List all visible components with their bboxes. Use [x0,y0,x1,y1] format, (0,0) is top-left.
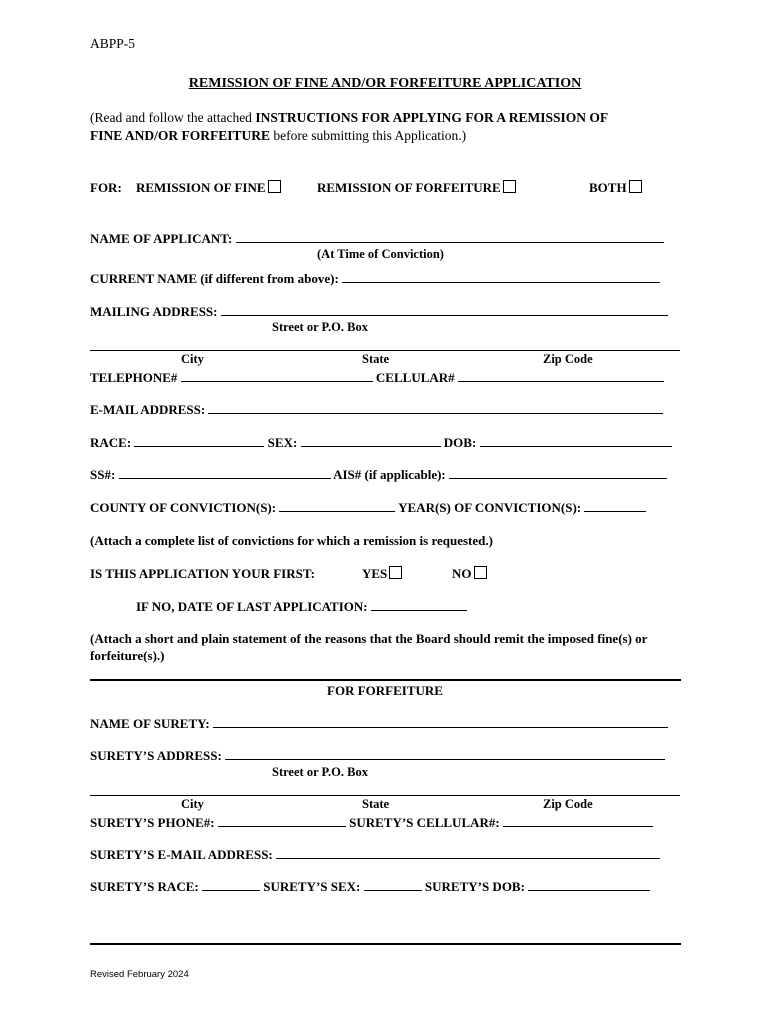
telephone-label: TELEPHONE# [90,370,178,385]
email-label: E-MAIL ADDRESS: [90,402,206,417]
race-sex-dob-row [90,434,672,451]
surety-zip-caption: Zip Code [543,797,593,811]
form-id: ABPP-5 [90,36,136,51]
current-name-field[interactable] [342,270,660,283]
surety-email-label: SURETY’S E-MAIL ADDRESS: [90,847,273,862]
both-checkbox[interactable] [629,180,642,193]
yes-checkbox[interactable] [389,566,402,579]
county-year-row [90,499,646,516]
applicant-name-label: NAME OF APPLICANT: [90,231,233,246]
applicant-name-field[interactable] [236,230,664,243]
surety-dob-field[interactable] [528,878,650,891]
surety-name-field[interactable] [213,715,668,728]
ais-label: AIS# (if applicable): [333,467,446,482]
intro-line-2 [90,128,466,144]
email-row [90,401,663,418]
intro-line-1 [90,110,608,126]
first-app-label: IS THIS APPLICATION YOUR FIRST: [90,566,315,581]
surety-address-field[interactable] [225,747,665,760]
for-label: FOR: [90,180,122,195]
surety-city-state-zip-field[interactable] [90,795,680,796]
ss-ais-row [90,466,667,483]
current-name-label: CURRENT NAME (if different from above): [90,271,339,286]
surety-name-label: NAME OF SURETY: [90,716,210,731]
bottom-divider [90,943,681,945]
surety-address-label: SURETY’S ADDRESS: [90,748,222,763]
phone-row [90,369,664,386]
surety-race-label: SURETY’S RACE: [90,879,199,894]
surety-email-field[interactable] [276,846,660,859]
dob-label: DOB: [443,435,477,450]
mailing-address-field[interactable] [221,303,668,316]
surety-state-caption: State [362,797,390,811]
ais-field[interactable] [449,466,667,479]
ss-label: SS#: [90,467,116,482]
option-no [452,566,487,582]
dob-field[interactable] [480,434,672,447]
fine-label: REMISSION OF FINE [136,180,266,195]
race-label: RACE: [90,435,132,450]
sex-field[interactable] [301,434,441,447]
forfeiture-label: REMISSION OF FORFEITURE [317,180,501,195]
option-yes [362,566,402,582]
surety-address-row [90,747,665,764]
email-field[interactable] [208,401,663,414]
county-label: COUNTY OF CONVICTION(S): [90,500,277,515]
yes-label: YES [362,566,388,581]
surety-street-caption: Street or P.O. Box [272,765,368,779]
current-name-row [90,270,660,287]
fine-checkbox[interactable] [268,180,281,193]
intro-instructions-cont: FINE AND/OR FORFEITURE [90,128,271,143]
surety-phone-field[interactable] [218,814,346,827]
surety-cellular-field[interactable] [503,814,653,827]
option-forfeiture [317,180,516,196]
last-app-row [136,598,467,615]
statement-note-2: forfeiture(s).) [90,648,165,663]
surety-cellular-label: SURETY’S CELLULAR#: [349,815,500,830]
sex-label: SEX: [267,435,298,450]
option-both [589,180,642,196]
forfeiture-checkbox[interactable] [503,180,516,193]
race-field[interactable] [134,434,264,447]
option-fine [136,180,281,196]
surety-city-caption: City [181,797,204,811]
surety-name-row [90,715,668,732]
zip-caption: Zip Code [543,352,593,366]
section-divider [90,679,681,681]
applicant-name-row [90,230,664,247]
county-field[interactable] [279,499,395,512]
both-label: BOTH [589,180,627,195]
surety-race-sex-dob-row [90,878,650,895]
state-caption: State [362,352,390,366]
surety-race-field[interactable] [202,878,260,891]
surety-email-row [90,846,660,863]
telephone-field[interactable] [181,369,373,382]
city-caption: City [181,352,204,366]
mailing-address-row [90,303,668,320]
city-state-zip-field[interactable] [90,350,680,351]
applicant-name-caption: (At Time of Conviction) [317,247,444,261]
last-app-label: IF NO, DATE OF LAST APPLICATION: [136,599,368,614]
surety-phone-row [90,814,653,831]
street-caption: Street or P.O. Box [272,320,368,334]
ss-field[interactable] [119,466,331,479]
years-label: YEAR(S) OF CONVICTION(S): [398,500,582,515]
years-field[interactable] [584,499,646,512]
forfeiture-heading: FOR FORFEITURE [327,683,443,698]
cellular-label: CELLULAR# [375,370,455,385]
intro-text: (Read and follow the attached [90,110,256,125]
attach-list-note: (Attach a complete list of convictions for which a remission is requested.) [90,533,493,548]
mailing-address-label: MAILING ADDRESS: [90,304,218,319]
cellular-field[interactable] [458,369,664,382]
surety-sex-field[interactable] [364,878,422,891]
no-checkbox[interactable] [474,566,487,579]
surety-sex-label: SURETY’S SEX: [263,879,361,894]
intro-text-end: before submitting this Application.) [270,128,467,143]
intro-instructions: INSTRUCTIONS FOR APPLYING FOR A REMISSION OF [255,110,609,125]
revision-note: Revised February 2024 [90,969,189,980]
no-label: NO [452,566,472,581]
page-title: REMISSION OF FINE AND/OR FORFEITURE APPLICATION [188,76,582,91]
surety-phone-label: SURETY’S PHONE#: [90,815,215,830]
statement-note-1: (Attach a short and plain statement of the reasons that the Board should remit the imposed fine(s) or [90,631,648,646]
surety-dob-label: SURETY’S DOB: [424,879,525,894]
last-app-field[interactable] [371,598,467,611]
